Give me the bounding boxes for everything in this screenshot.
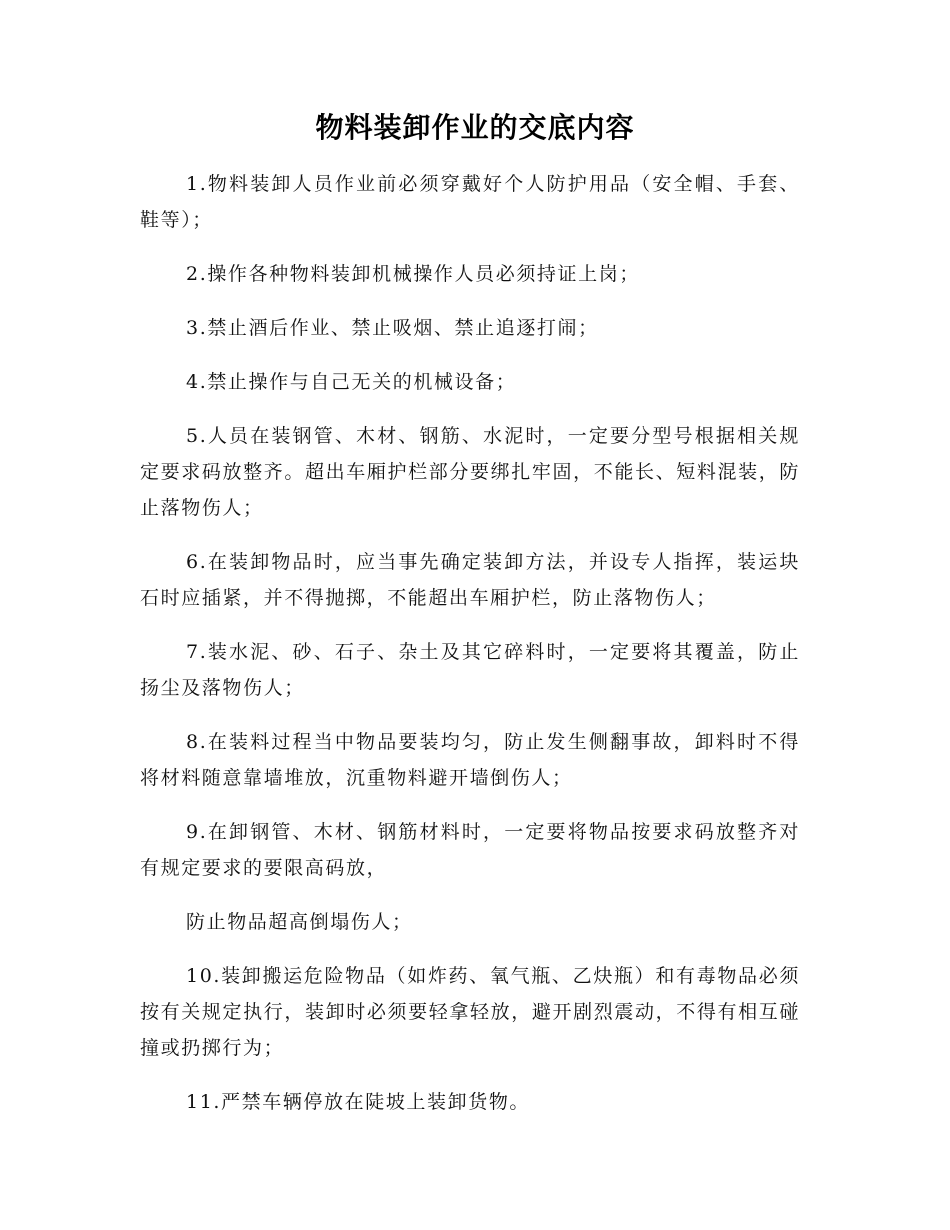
paragraph-4: 4.禁止操作与自己无关的机械设备； (186, 371, 517, 393)
document-body (140, 166, 800, 1138)
paragraph-6: 6.在装卸物品时，应当事先确定装卸方法，并设专人指挥，装运块石时应插紧，并不得抛掷，不能超出车厢护栏，防止落物伤人； (140, 551, 800, 609)
paragraph-9: 9.在卸钢管、木材、钢筋材料时，一定要将物品按要求码放整齐对有规定要求的要限高码放， (140, 821, 800, 879)
paragraph-1: 1.物料装卸人员作业前必须穿戴好个人防护用品（安全帽、手套、鞋等）； (140, 173, 800, 231)
paragraph-11: 11.严禁车辆停放在陡坡上装卸货物。 (186, 1091, 531, 1113)
paragraph-2: 2.操作各种物料装卸机械操作人员必须持证上岗； (186, 263, 640, 285)
document-title: 物料装卸作业的交底内容 (315, 111, 635, 144)
paragraph-10: 10.装卸搬运危险物品（如炸药、氧气瓶、乙炔瓶）和有毒物品必须按有关规定执行，装卸时必须要轻拿轻放，避开剧烈震动，不得有相互碰撞或扔掷行为； (140, 965, 800, 1059)
paragraph-8: 8.在装料过程当中物品要装均匀，防止发生侧翻事故，卸料时不得将材料随意靠墙堆放，沉重物料避开墙倒伤人； (140, 731, 800, 789)
paragraph-3: 3.禁止酒后作业、禁止吸烟、禁止追逐打闹； (186, 317, 599, 339)
paragraph-7: 7.装水泥、砂、石子、杂土及其它碎料时，一定要将其覆盖，防止扬尘及落物伤人； (140, 641, 800, 699)
paragraph-5: 5.人员在装钢管、木材、钢筋、水泥时，一定要分型号根据相关规定要求码放整齐。超出车厢护栏部分要绑扎牢固，不能长、短料混装，防止落物伤人； (140, 425, 800, 519)
paragraph-9-continued: 防止物品超高倒塌伤人； (186, 911, 413, 933)
